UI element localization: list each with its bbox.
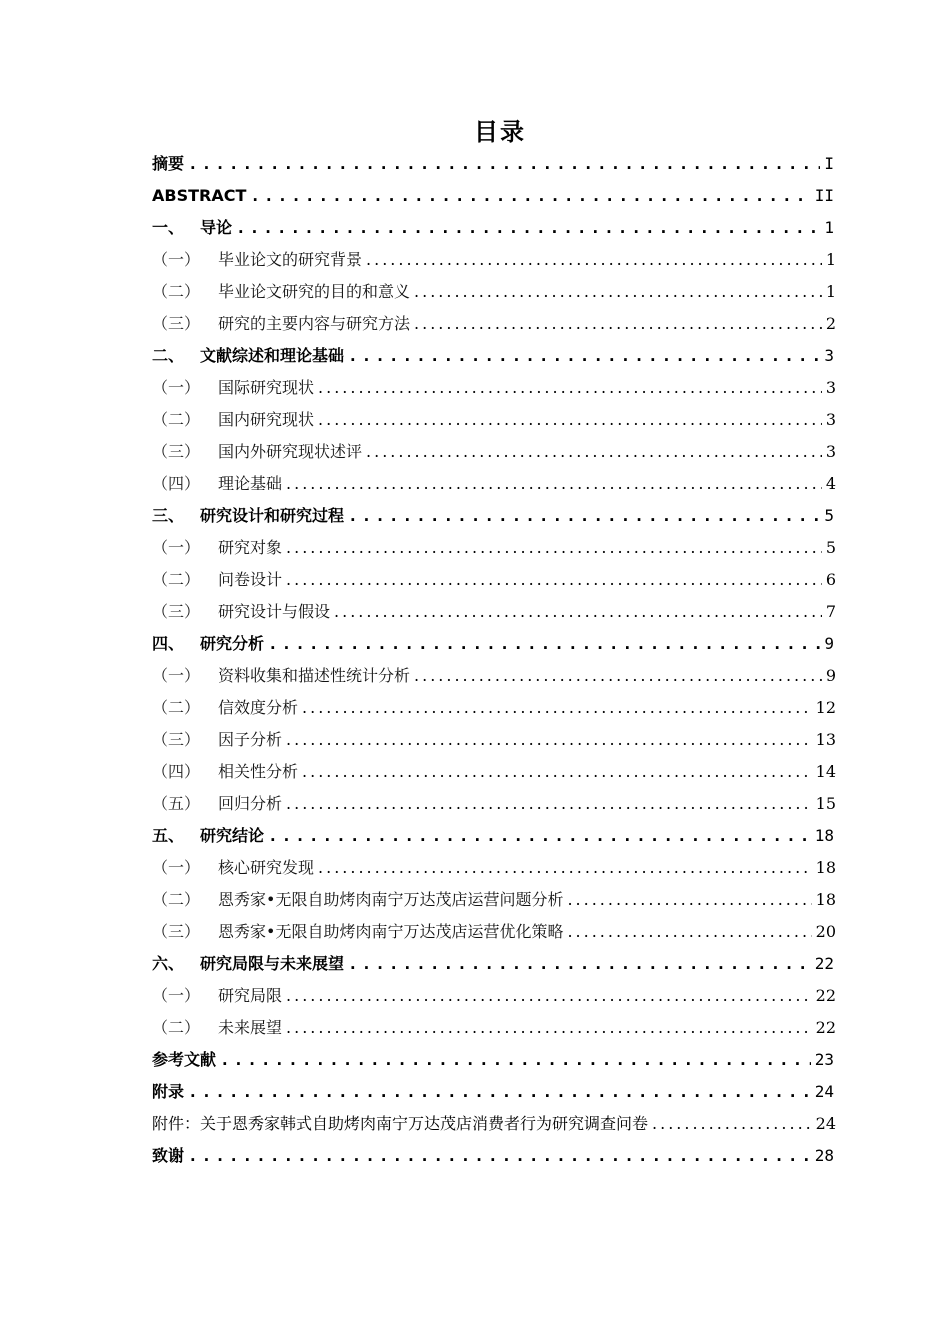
toc-entry[interactable] <box>152 788 836 820</box>
toc-dot-leader <box>366 436 822 468</box>
toc-entry-page-number: 15 <box>815 794 836 813</box>
toc-entry-number: 六、 <box>152 954 185 973</box>
toc-entry-label: 参考文献 <box>152 1050 217 1069</box>
toc-entry[interactable] <box>152 532 836 564</box>
toc-entry-number: 二、 <box>152 346 185 365</box>
toc-entry[interactable] <box>152 724 836 756</box>
toc-dot-leader <box>286 1012 812 1044</box>
toc-entry[interactable] <box>152 308 836 340</box>
toc-entry-page-number: 7 <box>825 602 836 621</box>
toc-entry[interactable] <box>152 628 836 660</box>
toc-entry[interactable] <box>152 468 836 500</box>
toc-entry[interactable] <box>152 1044 836 1076</box>
toc-entry-page-number: 23 <box>814 1050 834 1069</box>
toc-entry-label: 研究分析 <box>200 634 265 653</box>
toc-entry[interactable] <box>152 276 836 308</box>
toc-entry-page-number: I <box>824 154 834 173</box>
toc-entry-page-number: 22 <box>815 986 836 1005</box>
toc-dot-leader <box>250 180 810 212</box>
toc-dot-leader <box>236 212 820 244</box>
toc-entry-label: 理论基础 <box>218 474 283 493</box>
toc-entry[interactable] <box>152 884 836 916</box>
toc-entry-page-number: 5 <box>825 538 836 557</box>
page-title: 目录 <box>474 118 526 146</box>
toc-entry-label: 回归分析 <box>218 794 283 813</box>
toc-entry[interactable] <box>152 436 836 468</box>
toc-entry-label: 研究局限与未来展望 <box>200 954 345 973</box>
toc-dot-leader <box>414 276 822 308</box>
toc-dot-leader <box>318 372 822 404</box>
toc-entry-page-number: 18 <box>815 890 836 909</box>
toc-entry-page-number: 13 <box>815 730 836 749</box>
toc-entry-number: （三） <box>152 730 201 749</box>
toc-entry-label: 研究的主要内容与研究方法 <box>218 314 411 333</box>
toc-entry-number: （一） <box>152 538 201 557</box>
toc-entry-label: 资料收集和描述性统计分析 <box>218 666 411 685</box>
toc-dot-leader <box>286 468 822 500</box>
toc-dot-leader <box>567 916 811 948</box>
toc-dot-leader <box>268 628 820 660</box>
toc-entry-label: ABSTRACT <box>152 186 247 205</box>
toc-dot-leader <box>366 244 822 276</box>
toc-entry-number: （二） <box>152 410 201 429</box>
toc-entry[interactable] <box>152 980 836 1012</box>
toc-entry[interactable] <box>152 564 836 596</box>
toc-entry-number: （一） <box>152 666 201 685</box>
toc-dot-leader <box>652 1108 812 1140</box>
toc-entry-label: 国内研究现状 <box>218 410 315 429</box>
toc-dot-leader <box>286 980 812 1012</box>
toc-dot-leader <box>348 500 820 532</box>
toc-entry-label: 恩秀家•无限自助烤肉南宁万达茂店运营优化策略 <box>218 922 564 941</box>
toc-entry-page-number: 24 <box>815 1114 836 1133</box>
toc-entry-label: 信效度分析 <box>218 698 299 717</box>
toc-dot-leader <box>286 788 812 820</box>
toc-entry-label: 未来展望 <box>218 1018 283 1037</box>
toc-entry-number: （一） <box>152 858 201 877</box>
toc-entry-number: （五） <box>152 794 201 813</box>
toc-entry-page-number: 6 <box>825 570 836 589</box>
toc-entry-number: 四、 <box>152 634 185 653</box>
toc-dot-leader <box>188 1076 811 1108</box>
toc-entry-label: 核心研究发现 <box>218 858 315 877</box>
toc-dot-leader <box>318 404 822 436</box>
toc-dot-leader <box>567 884 811 916</box>
toc-dot-leader <box>348 340 820 372</box>
toc-entry-page-number: 5 <box>824 506 834 525</box>
toc-entry-page-number: 3 <box>825 378 836 397</box>
toc-entry-label: 导论 <box>200 218 233 237</box>
toc-entry-page-number: 3 <box>825 442 836 461</box>
toc-dot-leader <box>414 660 822 692</box>
toc-entry-number: 五、 <box>152 826 185 845</box>
toc-entry-number: （二） <box>152 282 201 301</box>
toc-entry-label: 附件：关于恩秀家韩式自助烤肉南宁万达茂店消费者行为研究调查问卷 <box>152 1114 649 1133</box>
toc-entry[interactable] <box>152 212 836 244</box>
toc-entry[interactable] <box>152 596 836 628</box>
toc-entry-label: 研究设计与假设 <box>218 602 331 621</box>
toc-entry-page-number: II <box>814 186 834 205</box>
toc-entry-number: （三） <box>152 602 201 621</box>
toc-entry-label: 研究局限 <box>218 986 283 1005</box>
toc-dot-leader <box>318 852 812 884</box>
toc-entry-label: 恩秀家•无限自助烤肉南宁万达茂店运营问题分析 <box>218 890 564 909</box>
toc-entry-page-number: 22 <box>815 1018 836 1037</box>
toc-entry-page-number: 1 <box>824 218 834 237</box>
toc-entry-page-number: 2 <box>825 314 836 333</box>
toc-entry[interactable] <box>152 1140 836 1172</box>
toc-entry-label: 国际研究现状 <box>218 378 315 397</box>
toc-entry-page-number: 18 <box>814 826 834 845</box>
toc-entry-page-number: 22 <box>814 954 834 973</box>
toc-entry[interactable] <box>152 1108 836 1140</box>
toc-entry[interactable] <box>152 180 836 212</box>
toc-entry-number: （一） <box>152 378 201 397</box>
toc-entry-page-number: 4 <box>825 474 836 493</box>
toc-entry-number: （一） <box>152 986 201 1005</box>
toc-dot-leader <box>302 756 812 788</box>
toc-entry[interactable] <box>152 148 836 180</box>
toc-dot-leader <box>334 596 822 628</box>
toc-entry-page-number: 1 <box>825 282 836 301</box>
toc-entry-label: 毕业论文的研究背景 <box>218 250 363 269</box>
toc-entry-label: 毕业论文研究的目的和意义 <box>218 282 411 301</box>
toc-entry-label: 文献综述和理论基础 <box>200 346 345 365</box>
toc-entry-number: （二） <box>152 570 201 589</box>
toc-entry-label: 研究对象 <box>218 538 283 557</box>
toc-entry[interactable] <box>152 1012 836 1044</box>
table-of-contents <box>152 148 836 1172</box>
toc-entry-number: （四） <box>152 474 201 493</box>
toc-dot-leader <box>188 1140 811 1172</box>
toc-entry-label: 因子分析 <box>218 730 283 749</box>
toc-entry-label: 附录 <box>152 1082 185 1101</box>
toc-entry[interactable] <box>152 916 836 948</box>
toc-entry-number: （三） <box>152 922 201 941</box>
toc-entry-number: 三、 <box>152 506 185 525</box>
toc-entry-label: 摘要 <box>152 154 185 173</box>
toc-entry-page-number: 20 <box>815 922 836 941</box>
toc-entry[interactable] <box>152 500 836 532</box>
toc-dot-leader <box>286 564 822 596</box>
toc-entry-page-number: 28 <box>814 1146 834 1165</box>
toc-entry-number: （四） <box>152 762 201 781</box>
toc-entry-page-number: 24 <box>814 1082 834 1101</box>
toc-entry-page-number: 12 <box>815 698 836 717</box>
toc-entry-label: 研究设计和研究过程 <box>200 506 345 525</box>
toc-dot-leader <box>268 820 811 852</box>
toc-entry-number: （三） <box>152 442 201 461</box>
toc-entry-page-number: 9 <box>825 666 836 685</box>
toc-entry[interactable] <box>152 404 836 436</box>
toc-entry-page-number: 14 <box>815 762 836 781</box>
toc-entry[interactable] <box>152 340 836 372</box>
toc-entry-label: 问卷设计 <box>218 570 283 589</box>
toc-entry-page-number: 18 <box>815 858 836 877</box>
toc-entry[interactable] <box>152 852 836 884</box>
toc-entry-number: （一） <box>152 250 201 269</box>
toc-dot-leader <box>348 948 811 980</box>
toc-entry-page-number: 1 <box>825 250 836 269</box>
toc-entry-label: 国内外研究现状述评 <box>218 442 363 461</box>
toc-entry-number: （二） <box>152 890 201 909</box>
toc-dot-leader <box>302 692 812 724</box>
toc-entry-number: （二） <box>152 698 201 717</box>
toc-dot-leader <box>188 148 820 180</box>
toc-dot-leader <box>414 308 822 340</box>
toc-entry-label: 研究结论 <box>200 826 265 845</box>
toc-entry-label: 相关性分析 <box>218 762 299 781</box>
toc-entry[interactable] <box>152 660 836 692</box>
toc-entry[interactable] <box>152 1076 836 1108</box>
toc-dot-leader <box>220 1044 811 1076</box>
toc-entry[interactable] <box>152 948 836 980</box>
toc-entry[interactable] <box>152 244 836 276</box>
toc-entry-page-number: 9 <box>824 634 834 653</box>
toc-entry-number: 一、 <box>152 218 185 237</box>
toc-entry-page-number: 3 <box>824 346 834 365</box>
toc-entry-label: 致谢 <box>152 1146 185 1165</box>
toc-dot-leader <box>286 724 812 756</box>
toc-entry[interactable] <box>152 692 836 724</box>
toc-entry[interactable] <box>152 372 836 404</box>
toc-entry-page-number: 3 <box>825 410 836 429</box>
toc-entry-number: （三） <box>152 314 201 333</box>
toc-entry[interactable] <box>152 756 836 788</box>
toc-dot-leader <box>286 532 822 564</box>
toc-entry-number: （二） <box>152 1018 201 1037</box>
toc-entry[interactable] <box>152 820 836 852</box>
